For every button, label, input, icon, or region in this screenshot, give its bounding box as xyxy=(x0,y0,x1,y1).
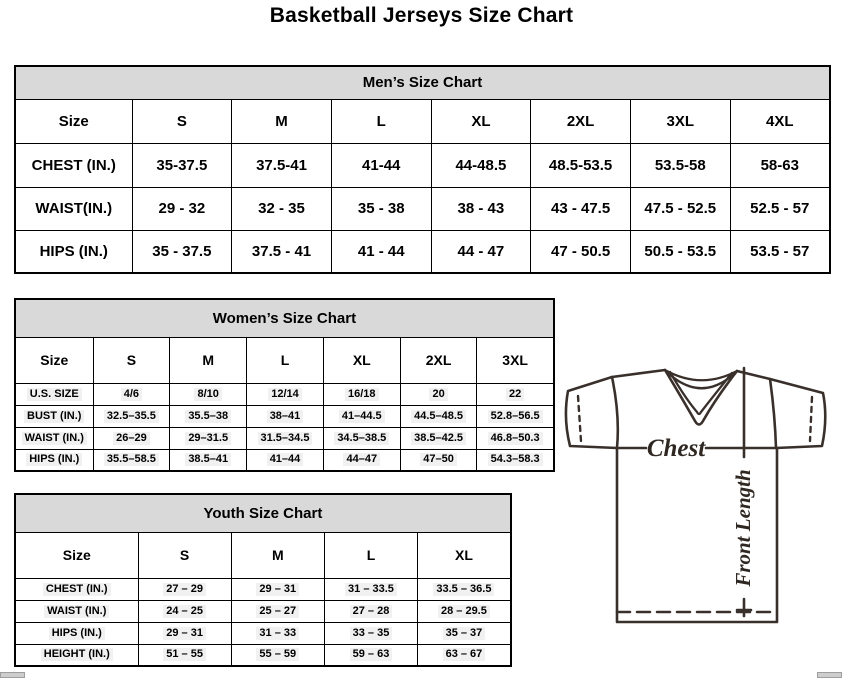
womens-hips-row xyxy=(15,449,554,471)
mens-header-s: S xyxy=(132,99,232,143)
mens-chest-value: 58-63 xyxy=(730,143,830,187)
jersey-right-seam xyxy=(770,379,776,448)
youth-height-value: 51 – 55 xyxy=(138,644,231,666)
youth-header-size: Size xyxy=(15,532,138,578)
mens-section-title: Men’s Size Chart xyxy=(15,66,830,99)
womens-bust-value: 44.5–48.5 xyxy=(400,405,477,427)
jersey-left-cuff-dashes xyxy=(578,396,581,441)
womens-bust-value: 52.8–56.5 xyxy=(477,405,554,427)
mens-chest-value: 44-48.5 xyxy=(431,143,531,187)
chest-label: Chest xyxy=(646,435,706,462)
youth-size-chart-table xyxy=(14,493,512,667)
youth-header-xl: XL xyxy=(418,532,511,578)
mens-hips-value: 50.5 - 53.5 xyxy=(630,230,730,273)
mens-hips-value: 53.5 - 57 xyxy=(730,230,830,273)
youth-header-m: M xyxy=(231,532,324,578)
womens-row-label-bust: BUST (IN.) xyxy=(15,405,93,427)
mens-chest-value: 41-44 xyxy=(331,143,431,187)
womens-hips-value: 44–47 xyxy=(323,449,400,471)
horizontal-scrollbar-left-fragment[interactable] xyxy=(0,672,25,678)
womens-waist-value: 29–31.5 xyxy=(170,427,247,449)
youth-waist-value: 27 – 28 xyxy=(324,600,417,622)
youth-chest-value: 33.5 – 36.5 xyxy=(418,578,511,600)
mens-waist-value: 29 - 32 xyxy=(132,187,232,230)
youth-hips-value: 31 – 33 xyxy=(231,622,324,644)
mens-row-label-waist: WAIST(IN.) xyxy=(15,187,132,230)
mens-header-4xl: 4XL xyxy=(730,99,830,143)
youth-waist-value: 25 – 27 xyxy=(231,600,324,622)
womens-waist-value: 34.5–38.5 xyxy=(323,427,400,449)
youth-height-value: 59 – 63 xyxy=(324,644,417,666)
youth-hips-value: 35 – 37 xyxy=(418,622,511,644)
womens-section-title: Women’s Size Chart xyxy=(15,299,554,337)
mens-waist-value: 38 - 43 xyxy=(431,187,531,230)
womens-ussize-value: 12/14 xyxy=(247,383,324,405)
womens-row-label-ussize: U.S. SIZE xyxy=(15,383,93,405)
mens-chest-value: 53.5-58 xyxy=(630,143,730,187)
womens-bust-row xyxy=(15,405,554,427)
mens-hips-value: 37.5 - 41 xyxy=(232,230,332,273)
youth-row-label-waist: WAIST (IN.) xyxy=(15,600,138,622)
womens-waist-value: 26–29 xyxy=(93,427,170,449)
womens-hips-value: 38.5–41 xyxy=(170,449,247,471)
womens-ussize-value: 16/18 xyxy=(323,383,400,405)
front-length-label: Front Length xyxy=(731,469,755,587)
womens-bust-value: 41–44.5 xyxy=(323,405,400,427)
mens-row-label-hips: HIPS (IN.) xyxy=(15,230,132,273)
womens-ussize-value: 4/6 xyxy=(93,383,170,405)
youth-hips-value: 29 – 31 xyxy=(138,622,231,644)
womens-header-m: M xyxy=(170,337,247,383)
mens-hips-value: 41 - 44 xyxy=(331,230,431,273)
mens-header-3xl: 3XL xyxy=(630,99,730,143)
mens-waist-value: 47.5 - 52.5 xyxy=(630,187,730,230)
mens-chest-value: 37.5-41 xyxy=(232,143,332,187)
horizontal-scrollbar-right-fragment[interactable] xyxy=(817,672,842,678)
mens-waist-row xyxy=(15,187,830,230)
womens-bust-value: 32.5–35.5 xyxy=(93,405,170,427)
womens-header-size: Size xyxy=(15,337,93,383)
womens-header-xl: XL xyxy=(323,337,400,383)
mens-hips-value: 35 - 37.5 xyxy=(132,230,232,273)
youth-chest-row xyxy=(15,578,511,600)
youth-waist-value: 24 – 25 xyxy=(138,600,231,622)
youth-section-title: Youth Size Chart xyxy=(15,494,511,532)
womens-row-label-waist: WAIST (IN.) xyxy=(15,427,93,449)
mens-hips-row xyxy=(15,230,830,273)
womens-waist-row xyxy=(15,427,554,449)
youth-hips-row xyxy=(15,622,511,644)
youth-waist-row xyxy=(15,600,511,622)
youth-chest-value: 31 – 33.5 xyxy=(324,578,417,600)
mens-header-size: Size xyxy=(15,99,132,143)
womens-ussize-value: 22 xyxy=(477,383,554,405)
mens-row-label-chest: CHEST (IN.) xyxy=(15,143,132,187)
youth-chest-value: 29 – 31 xyxy=(231,578,324,600)
mens-header-xl: XL xyxy=(431,99,531,143)
mens-waist-value: 43 - 47.5 xyxy=(531,187,631,230)
youth-height-row xyxy=(15,644,511,666)
womens-ussize-value: 8/10 xyxy=(170,383,247,405)
womens-header-2xl: 2XL xyxy=(400,337,477,383)
womens-ussize-value: 20 xyxy=(400,383,477,405)
youth-waist-value: 28 – 29.5 xyxy=(418,600,511,622)
womens-waist-value: 31.5–34.5 xyxy=(247,427,324,449)
youth-hips-value: 33 – 35 xyxy=(324,622,417,644)
womens-hips-value: 47–50 xyxy=(400,449,477,471)
mens-waist-value: 52.5 - 57 xyxy=(730,187,830,230)
womens-hips-value: 54.3–58.3 xyxy=(477,449,554,471)
womens-size-chart-table xyxy=(14,298,555,472)
womens-bust-value: 35.5–38 xyxy=(170,405,247,427)
womens-row-label-hips: HIPS (IN.) xyxy=(15,449,93,471)
mens-header-m: M xyxy=(232,99,332,143)
mens-waist-value: 32 - 35 xyxy=(232,187,332,230)
womens-hips-value: 41–44 xyxy=(247,449,324,471)
mens-hips-value: 44 - 47 xyxy=(431,230,531,273)
womens-bust-value: 38–41 xyxy=(247,405,324,427)
youth-height-value: 63 – 67 xyxy=(418,644,511,666)
youth-height-value: 55 – 59 xyxy=(231,644,324,666)
jersey-left-seam xyxy=(612,377,618,448)
mens-hips-value: 47 - 50.5 xyxy=(531,230,631,273)
youth-row-label-chest: CHEST (IN.) xyxy=(15,578,138,600)
mens-header-2xl: 2XL xyxy=(531,99,631,143)
mens-chest-value: 35-37.5 xyxy=(132,143,232,187)
mens-header-l: L xyxy=(331,99,431,143)
womens-header-s: S xyxy=(93,337,170,383)
womens-header-l: L xyxy=(247,337,324,383)
womens-hips-value: 35.5–58.5 xyxy=(93,449,170,471)
jersey-right-cuff-dashes xyxy=(810,397,812,441)
youth-row-label-height: HEIGHT (IN.) xyxy=(15,644,138,666)
mens-waist-value: 35 - 38 xyxy=(331,187,431,230)
youth-header-l: L xyxy=(324,532,417,578)
womens-ussize-row xyxy=(15,383,554,405)
page-title: Basketball Jerseys Size Chart xyxy=(269,4,574,27)
youth-row-label-hips: HIPS (IN.) xyxy=(15,622,138,644)
womens-waist-value: 46.8–50.3 xyxy=(477,427,554,449)
womens-waist-value: 38.5–42.5 xyxy=(400,427,477,449)
womens-header-3xl: 3XL xyxy=(477,337,554,383)
youth-chest-value: 27 – 29 xyxy=(138,578,231,600)
mens-size-chart-table xyxy=(14,65,831,274)
mens-chest-value: 48.5-53.5 xyxy=(531,143,631,187)
youth-header-s: S xyxy=(138,532,231,578)
mens-chest-row xyxy=(15,143,830,187)
jersey-measurement-diagram xyxy=(557,360,842,630)
